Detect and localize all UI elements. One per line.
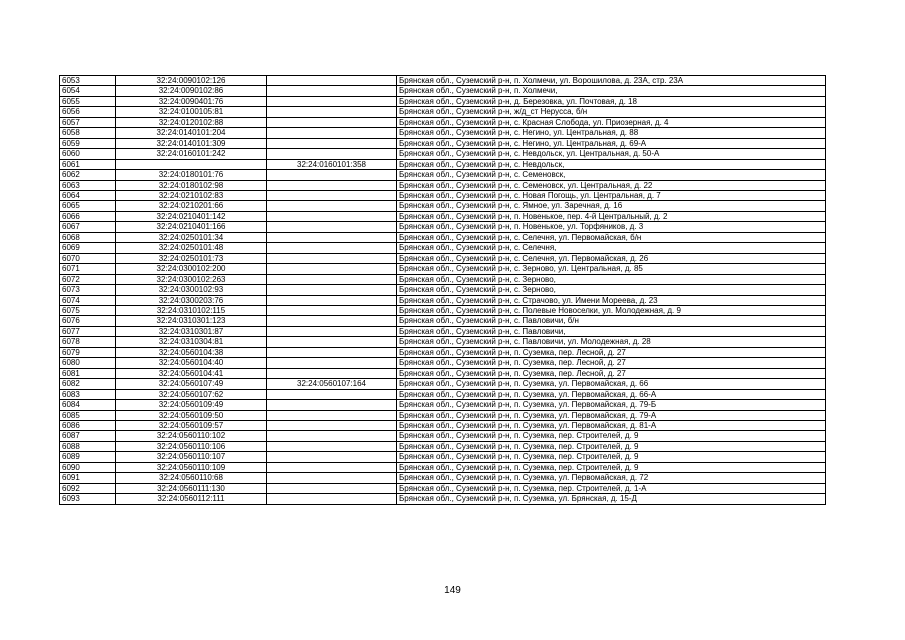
row-number-cell: 6084 [60, 400, 116, 410]
cadastral-number-cell: 32:24:0560109:57 [116, 420, 267, 430]
address-cell: Брянская обл., Суземский р-н, п. Суземка, ул. Первомайская, д. 81-А [397, 420, 826, 430]
row-number-cell: 6073 [60, 285, 116, 295]
table-row [60, 86, 826, 96]
table-row [60, 337, 826, 347]
address-cell: Брянская обл., Суземский р-н, п. Суземка, пер. Лесной, д. 27 [397, 368, 826, 378]
linked-cadastral-number-cell [267, 149, 397, 159]
table-row [60, 295, 826, 305]
address-cell: Брянская обл., Суземский р-н, ж/д_ст Нерусса, б/н [397, 107, 826, 117]
cadastral-number-cell: 32:24:0560110:107 [116, 452, 267, 462]
linked-cadastral-number-cell [267, 473, 397, 483]
linked-cadastral-number-cell [267, 358, 397, 368]
row-number-cell: 6086 [60, 420, 116, 430]
address-cell: Брянская обл., Суземский р-н, п. Суземка, пер. Строителей, д. 9 [397, 462, 826, 472]
linked-cadastral-number-cell [267, 441, 397, 451]
table-row [60, 462, 826, 472]
row-number-cell: 6069 [60, 243, 116, 253]
linked-cadastral-number-cell [267, 400, 397, 410]
table-row [60, 117, 826, 127]
linked-cadastral-number-cell [267, 243, 397, 253]
cadastral-number-cell: 32:24:0310301:123 [116, 316, 267, 326]
row-number-cell: 6058 [60, 128, 116, 138]
linked-cadastral-number-cell [267, 452, 397, 462]
cadastral-number-cell: 32:24:0300203:76 [116, 295, 267, 305]
table-row [60, 316, 826, 326]
linked-cadastral-number-cell [267, 211, 397, 221]
linked-cadastral-number-cell [267, 410, 397, 420]
linked-cadastral-number-cell [267, 305, 397, 315]
address-cell: Брянская обл., Суземский р-н, п. Суземка, пер. Строителей, д. 1-А [397, 483, 826, 493]
table-row [60, 326, 826, 336]
linked-cadastral-number-cell [267, 107, 397, 117]
row-number-cell: 6091 [60, 473, 116, 483]
registry-table-body [60, 76, 826, 505]
linked-cadastral-number-cell [267, 264, 397, 274]
address-cell: Брянская обл., Суземский р-н, с. Селечня, ул. Первомайская, б/н [397, 232, 826, 242]
table-row [60, 483, 826, 493]
row-number-cell: 6089 [60, 452, 116, 462]
address-cell: Брянская обл., Суземский р-н, с. Павловичи, ул. Молодежная, д. 28 [397, 337, 826, 347]
cadastral-number-cell: 32:24:0300102:200 [116, 264, 267, 274]
row-number-cell: 6076 [60, 316, 116, 326]
cadastral-number-cell: 32:24:0560109:50 [116, 410, 267, 420]
cadastral-number-cell: 32:24:0210401:142 [116, 211, 267, 221]
address-cell: Брянская обл., Суземский р-н, с. Негино, ул. Центральная, д. 88 [397, 128, 826, 138]
address-cell: Брянская обл., Суземский р-н, с. Селечня, [397, 243, 826, 253]
linked-cadastral-number-cell [267, 326, 397, 336]
linked-cadastral-number-cell: 32:24:0160101:358 [267, 159, 397, 169]
row-number-cell: 6063 [60, 180, 116, 190]
table-row [60, 473, 826, 483]
table-row [60, 358, 826, 368]
row-number-cell: 6061 [60, 159, 116, 169]
table-row [60, 389, 826, 399]
table-row [60, 368, 826, 378]
page-number: 149 [444, 585, 461, 596]
row-number-cell: 6090 [60, 462, 116, 472]
table-row [60, 441, 826, 451]
linked-cadastral-number-cell [267, 347, 397, 357]
cadastral-number-cell: 32:24:0560104:38 [116, 347, 267, 357]
table-row [60, 149, 826, 159]
address-cell: Брянская обл., Суземский р-н, п. Новенькое, ул. Торфяников, д. 3 [397, 222, 826, 232]
row-number-cell: 6088 [60, 441, 116, 451]
linked-cadastral-number-cell [267, 190, 397, 200]
cadastral-number-cell: 32:24:0560110:68 [116, 473, 267, 483]
cadastral-number-cell: 32:24:0300102:263 [116, 274, 267, 284]
cadastral-number-cell: 32:24:0560104:41 [116, 368, 267, 378]
cadastral-number-cell: 32:24:0250101:34 [116, 232, 267, 242]
row-number-cell: 6072 [60, 274, 116, 284]
linked-cadastral-number-cell [267, 222, 397, 232]
linked-cadastral-number-cell [267, 76, 397, 86]
row-number-cell: 6077 [60, 326, 116, 336]
table-row [60, 400, 826, 410]
linked-cadastral-number-cell [267, 494, 397, 504]
address-cell: Брянская обл., Суземский р-н, п. Суземка, ул. Первомайская, д. 79-Б [397, 400, 826, 410]
linked-cadastral-number-cell [267, 201, 397, 211]
row-number-cell: 6080 [60, 358, 116, 368]
table-row [60, 452, 826, 462]
table-row [60, 410, 826, 420]
cadastral-number-cell: 32:24:0560110:106 [116, 441, 267, 451]
row-number-cell: 6092 [60, 483, 116, 493]
cadastral-number-cell: 32:24:0090401:76 [116, 96, 267, 106]
address-cell: Брянская обл., Суземский р-н, п. Суземка, пер. Строителей, д. 9 [397, 441, 826, 451]
address-cell: Брянская обл., Суземский р-н, п. Суземка, пер. Лесной, д. 27 [397, 358, 826, 368]
cadastral-number-cell: 32:24:0310304:81 [116, 337, 267, 347]
address-cell: Брянская обл., Суземский р-н, с. Страчово, ул. Имени Мореева, д. 23 [397, 295, 826, 305]
cadastral-number-cell: 32:24:0210401:166 [116, 222, 267, 232]
table-row [60, 107, 826, 117]
linked-cadastral-number-cell [267, 431, 397, 441]
property-registry-table [59, 75, 826, 505]
cadastral-number-cell: 32:24:0090102:126 [116, 76, 267, 86]
row-number-cell: 6074 [60, 295, 116, 305]
table-row [60, 159, 826, 169]
row-number-cell: 6085 [60, 410, 116, 420]
address-cell: Брянская обл., Суземский р-н, с. Невдольск, ул. Центральная, д. 50-А [397, 149, 826, 159]
address-cell: Брянская обл., Суземский р-н, п. Суземка, ул. Первомайская, д. 66-А [397, 389, 826, 399]
row-number-cell: 6054 [60, 86, 116, 96]
row-number-cell: 6064 [60, 190, 116, 200]
cadastral-number-cell: 32:24:0560107:62 [116, 389, 267, 399]
address-cell: Брянская обл., Суземский р-н, с. Зерново, ул. Центральная, д. 85 [397, 264, 826, 274]
linked-cadastral-number-cell [267, 86, 397, 96]
cadastral-number-cell: 32:24:0560110:102 [116, 431, 267, 441]
row-number-cell: 6075 [60, 305, 116, 315]
address-cell: Брянская обл., Суземский р-н, п. Суземка, пер. Лесной, д. 27 [397, 347, 826, 357]
address-cell: Брянская обл., Суземский р-н, с. Новая Погощь, ул. Центральная, д. 7 [397, 190, 826, 200]
linked-cadastral-number-cell [267, 180, 397, 190]
linked-cadastral-number-cell [267, 337, 397, 347]
address-cell: Брянская обл., Суземский р-н, п. Суземка, ул. Первомайская, д. 66 [397, 379, 826, 389]
linked-cadastral-number-cell [267, 274, 397, 284]
table-row [60, 201, 826, 211]
table-row [60, 190, 826, 200]
address-cell: Брянская обл., Суземский р-н, с. Павловичи, [397, 326, 826, 336]
linked-cadastral-number-cell [267, 117, 397, 127]
row-number-cell: 6053 [60, 76, 116, 86]
cadastral-number-cell: 32:24:0100105:81 [116, 107, 267, 117]
table-row [60, 285, 826, 295]
table-row [60, 264, 826, 274]
row-number-cell: 6055 [60, 96, 116, 106]
cadastral-number-cell: 32:24:0300102:93 [116, 285, 267, 295]
cadastral-number-cell: 32:24:0560109:49 [116, 400, 267, 410]
cadastral-number-cell: 32:24:0560104:40 [116, 358, 267, 368]
address-cell: Брянская обл., Суземский р-н, с. Ямное, ул. Заречная, д. 16 [397, 201, 826, 211]
row-number-cell: 6079 [60, 347, 116, 357]
address-cell: Брянская обл., Суземский р-н, с. Полевые Новоселки, ул. Молодежная, д. 9 [397, 305, 826, 315]
row-number-cell: 6057 [60, 117, 116, 127]
row-number-cell: 6060 [60, 149, 116, 159]
linked-cadastral-number-cell [267, 232, 397, 242]
cadastral-number-cell: 32:24:0310301:87 [116, 326, 267, 336]
row-number-cell: 6082 [60, 379, 116, 389]
cadastral-number-cell: 32:24:0140101:309 [116, 138, 267, 148]
row-number-cell: 6087 [60, 431, 116, 441]
linked-cadastral-number-cell [267, 420, 397, 430]
address-cell: Брянская обл., Суземский р-н, д. Березовка, ул. Почтовая, д. 18 [397, 96, 826, 106]
table-row [60, 138, 826, 148]
table-row [60, 180, 826, 190]
cadastral-number-cell: 32:24:0560111:130 [116, 483, 267, 493]
address-cell: Брянская обл., Суземский р-н, с. Семеновск, ул. Центральная, д. 22 [397, 180, 826, 190]
cadastral-number-cell: 32:24:0560110:109 [116, 462, 267, 472]
address-cell: Брянская обл., Суземский р-н, п. Холмечи, ул. Ворошилова, д. 23А, стр. 23А [397, 76, 826, 86]
cadastral-number-cell: 32:24:0120102:88 [116, 117, 267, 127]
row-number-cell: 6062 [60, 170, 116, 180]
linked-cadastral-number-cell [267, 316, 397, 326]
cadastral-number-cell: 32:24:0310102:115 [116, 305, 267, 315]
row-number-cell: 6071 [60, 264, 116, 274]
table-row [60, 431, 826, 441]
address-cell: Брянская обл., Суземский р-н, с. Павловичи, б/н [397, 316, 826, 326]
address-cell: Брянская обл., Суземский р-н, п. Новенькое, пер. 4-й Центральный, д. 2 [397, 211, 826, 221]
row-number-cell: 6083 [60, 389, 116, 399]
address-cell: Брянская обл., Суземский р-н, п. Суземка, пер. Строителей, д. 9 [397, 431, 826, 441]
linked-cadastral-number-cell [267, 128, 397, 138]
table-row [60, 347, 826, 357]
table-row [60, 96, 826, 106]
row-number-cell: 6081 [60, 368, 116, 378]
address-cell: Брянская обл., Суземский р-н, п. Суземка, пер. Строителей, д. 9 [397, 452, 826, 462]
table-row [60, 379, 826, 389]
table-row [60, 232, 826, 242]
cadastral-number-cell: 32:24:0560107:49 [116, 379, 267, 389]
linked-cadastral-number-cell [267, 389, 397, 399]
address-cell: Брянская обл., Суземский р-н, с. Семеновск, [397, 170, 826, 180]
cadastral-number-cell: 32:24:0140101:204 [116, 128, 267, 138]
row-number-cell: 6059 [60, 138, 116, 148]
row-number-cell: 6067 [60, 222, 116, 232]
address-cell: Брянская обл., Суземский р-н, с. Зерново, [397, 274, 826, 284]
linked-cadastral-number-cell [267, 295, 397, 305]
linked-cadastral-number-cell [267, 483, 397, 493]
row-number-cell: 6093 [60, 494, 116, 504]
row-number-cell: 6056 [60, 107, 116, 117]
cadastral-number-cell: 32:24:0560112:111 [116, 494, 267, 504]
cadastral-number-cell: 32:24:0090102:86 [116, 86, 267, 96]
address-cell: Брянская обл., Суземский р-н, с. Селечня, ул. Первомайская, д. 26 [397, 253, 826, 263]
address-cell: Брянская обл., Суземский р-н, п. Холмечи, [397, 86, 826, 96]
cadastral-number-cell: 32:24:0210102:83 [116, 190, 267, 200]
address-cell: Брянская обл., Суземский р-н, п. Суземка, ул. Первомайская, д. 72 [397, 473, 826, 483]
address-cell: Брянская обл., Суземский р-н, с. Негино, ул. Центральная, д. 69-А [397, 138, 826, 148]
table-row [60, 76, 826, 86]
linked-cadastral-number-cell [267, 170, 397, 180]
cadastral-number-cell: 32:24:0250101:48 [116, 243, 267, 253]
table-row [60, 494, 826, 504]
linked-cadastral-number-cell [267, 462, 397, 472]
cadastral-number-cell: 32:24:0210201:66 [116, 201, 267, 211]
address-cell: Брянская обл., Суземский р-н, п. Суземка, ул. Первомайская, д. 79-А [397, 410, 826, 420]
table-row [60, 243, 826, 253]
cadastral-number-cell: 32:24:0250101:73 [116, 253, 267, 263]
linked-cadastral-number-cell [267, 368, 397, 378]
table-row [60, 305, 826, 315]
table-row [60, 170, 826, 180]
table-row [60, 211, 826, 221]
cadastral-number-cell: 32:24:0180101:76 [116, 170, 267, 180]
table-row [60, 128, 826, 138]
address-cell: Брянская обл., Суземский р-н, с. Красная Слобода, ул. Приозерная, д. 4 [397, 117, 826, 127]
table-row [60, 253, 826, 263]
address-cell: Брянская обл., Суземский р-н, п. Суземка, ул. Брянская, д. 15-Д [397, 494, 826, 504]
row-number-cell: 6070 [60, 253, 116, 263]
table-row [60, 222, 826, 232]
cadastral-number-cell [116, 159, 267, 169]
linked-cadastral-number-cell [267, 96, 397, 106]
linked-cadastral-number-cell [267, 138, 397, 148]
linked-cadastral-number-cell: 32:24:0560107:164 [267, 379, 397, 389]
row-number-cell: 6065 [60, 201, 116, 211]
linked-cadastral-number-cell [267, 285, 397, 295]
address-cell: Брянская обл., Суземский р-н, с. Зерново, [397, 285, 826, 295]
table-row [60, 420, 826, 430]
row-number-cell: 6068 [60, 232, 116, 242]
row-number-cell: 6078 [60, 337, 116, 347]
row-number-cell: 6066 [60, 211, 116, 221]
table-row [60, 274, 826, 284]
address-cell: Брянская обл., Суземский р-н, с. Невдольск, [397, 159, 826, 169]
cadastral-number-cell: 32:24:0180102:98 [116, 180, 267, 190]
linked-cadastral-number-cell [267, 253, 397, 263]
cadastral-number-cell: 32:24:0160101:242 [116, 149, 267, 159]
